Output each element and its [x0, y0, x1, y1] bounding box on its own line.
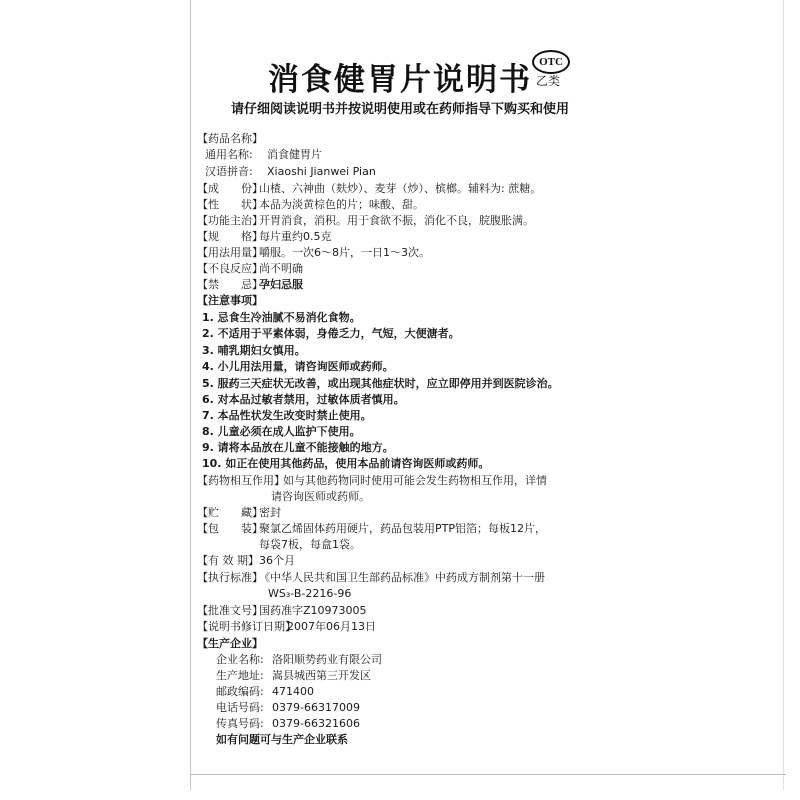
precaution-item: 7. 本品性状发生改变时禁止使用。 [202, 409, 372, 422]
generic-name-value: 消食健胃片 [267, 148, 322, 161]
address-value: 嵩县城西第三开发区 [272, 669, 371, 682]
pinyin-line [205, 164, 376, 179]
adverse-row [197, 261, 303, 276]
dosage-label: 【用法用量】 [197, 246, 263, 259]
precaution-item: 8. 儿童必须在成人监护下使用。 [202, 425, 361, 438]
postcode-value: 471400 [272, 685, 314, 698]
page-left-edge [190, 0, 191, 790]
company-name-line [216, 652, 382, 667]
generic-name-label: 通用名称: [205, 148, 253, 161]
packaging-value-line2: 每袋7板，每盒1袋。 [259, 538, 361, 551]
revision-value: 2007年06月13日 [287, 620, 376, 633]
manufacturer-header: 【生产企业】 [197, 637, 263, 650]
adverse-value: 尚不明确 [259, 262, 303, 275]
standard-value-line2: WS₃-B-2216-96 [268, 587, 352, 600]
validity-value: 36个月 [259, 554, 295, 567]
phone-value: 0379-66317009 [272, 701, 360, 714]
page-bottom-edge [190, 774, 786, 775]
validity-row [197, 553, 295, 568]
storage-value: 密封 [259, 506, 281, 519]
specification-row [197, 229, 332, 244]
storage-label: 【贮 藏】 [197, 506, 263, 519]
precaution-item: 5. 服药三天症状无改善，或出现其他症状时，应立即停用并到医院诊治。 [202, 377, 559, 390]
fax-label: 传真号码: [216, 717, 264, 730]
adverse-label: 【不良反应】 [197, 262, 263, 275]
packaging-row [197, 521, 546, 536]
otc-badge: OTC [532, 50, 570, 74]
precaution-item: 10. 如正在使用其他药品，使用本品前请咨询医师或药师。 [202, 457, 490, 470]
fax-line [216, 716, 360, 731]
contraindications-row [197, 277, 303, 292]
postcode-line [216, 684, 314, 699]
storage-row [197, 505, 281, 520]
dosage-row [197, 245, 430, 260]
precaution-item: 9. 请将本品放在儿童不能接触的地方。 [202, 441, 394, 454]
revision-row [197, 619, 376, 634]
interactions-row [197, 473, 547, 488]
approval-value: 国药准字Z10973005 [259, 604, 367, 617]
address-line [216, 668, 371, 683]
drug-name-header: 【药品名称】 [197, 132, 263, 145]
standard-label: 【执行标准】 [197, 571, 263, 584]
revision-label: 【说明书修订日期】 [197, 620, 296, 633]
contraindications-value: 孕妇忌服 [259, 278, 303, 291]
appearance-label: 【性 状】 [197, 198, 263, 211]
precaution-item: 1. 忌食生冷油腻不易消化食物。 [202, 311, 361, 324]
dosage-value: 嚼服。一次6～8片，一日1～3次。 [259, 246, 430, 259]
precaution-item: 2. 不适用于平素体弱，身倦乏力，气短，大便溏者。 [202, 327, 460, 340]
company-name-value: 洛阳顺势药业有限公司 [272, 653, 382, 666]
ingredients-row [197, 181, 541, 196]
phone-label: 电话号码: [216, 701, 264, 714]
generic-name-line [205, 147, 322, 162]
pinyin-label: 汉语拼音: [205, 165, 253, 178]
page-right-edge [783, 0, 784, 790]
leaflet-subtitle: 请仔细阅读说明书并按说明使用或在药师指导下购买和使用 [230, 102, 569, 117]
specification-value: 每片重约0.5克 [259, 230, 332, 243]
ingredients-value: 山楂、六神曲（麸炒）、麦芽（炒）、槟榔。辅料为: 蔗糖。 [259, 182, 542, 195]
validity-label: 【有 效 期】 [197, 554, 259, 567]
company-name-label: 企业名称: [216, 653, 264, 666]
standard-value-line1: 《中华人民共和国卫生部药品标准》中药成方制剂第十一册 [259, 571, 545, 584]
interactions-value-line1: 如与其他药物同时使用可能会发生药物相互作用，详情 [283, 474, 547, 487]
leaflet-title: 消食健胃片说明书 [268, 62, 532, 98]
indications-value: 开胃消食，消积。用于食欲不振，消化不良，脘腹胀满。 [259, 214, 534, 227]
precaution-item: 4. 小儿用法用量，请咨询医师或药师。 [202, 360, 394, 373]
interactions-value-line2: 请咨询医师或药师。 [271, 490, 370, 503]
interactions-label: 【药物相互作用】 [197, 474, 285, 487]
packaging-value-line1: 聚氯乙烯固体药用硬片，药品包装用PTP铝箔；每板12片， [259, 522, 546, 535]
packaging-label: 【包 装】 [197, 522, 263, 535]
approval-row [197, 603, 367, 618]
contraindications-label: 【禁 忌】 [197, 278, 263, 291]
contact-note: 如有问题可与生产企业联系 [216, 733, 348, 746]
standard-row [197, 570, 545, 585]
pinyin-value: Xiaoshi Jianwei Pian [267, 165, 376, 178]
phone-line [216, 700, 360, 715]
otc-class-label: 乙类 [536, 74, 561, 88]
fax-value: 0379-66321606 [272, 717, 360, 730]
address-label: 生产地址: [216, 669, 264, 682]
precaution-item: 6. 对本品过敏者禁用，过敏体质者慎用。 [202, 393, 405, 406]
precautions-header: 【注意事项】 [197, 294, 263, 307]
ingredients-label: 【成 份】 [197, 182, 263, 195]
indications-row [197, 213, 534, 228]
precaution-item: 3. 哺乳期妇女慎用。 [202, 344, 306, 357]
specification-label: 【规 格】 [197, 230, 263, 243]
appearance-value: 本品为淡黄棕色的片；味酸、甜。 [259, 198, 424, 211]
indications-label: 【功能主治】 [197, 214, 263, 227]
postcode-label: 邮政编码: [216, 685, 264, 698]
appearance-row [197, 197, 424, 212]
approval-label: 【批准文号】 [197, 604, 263, 617]
